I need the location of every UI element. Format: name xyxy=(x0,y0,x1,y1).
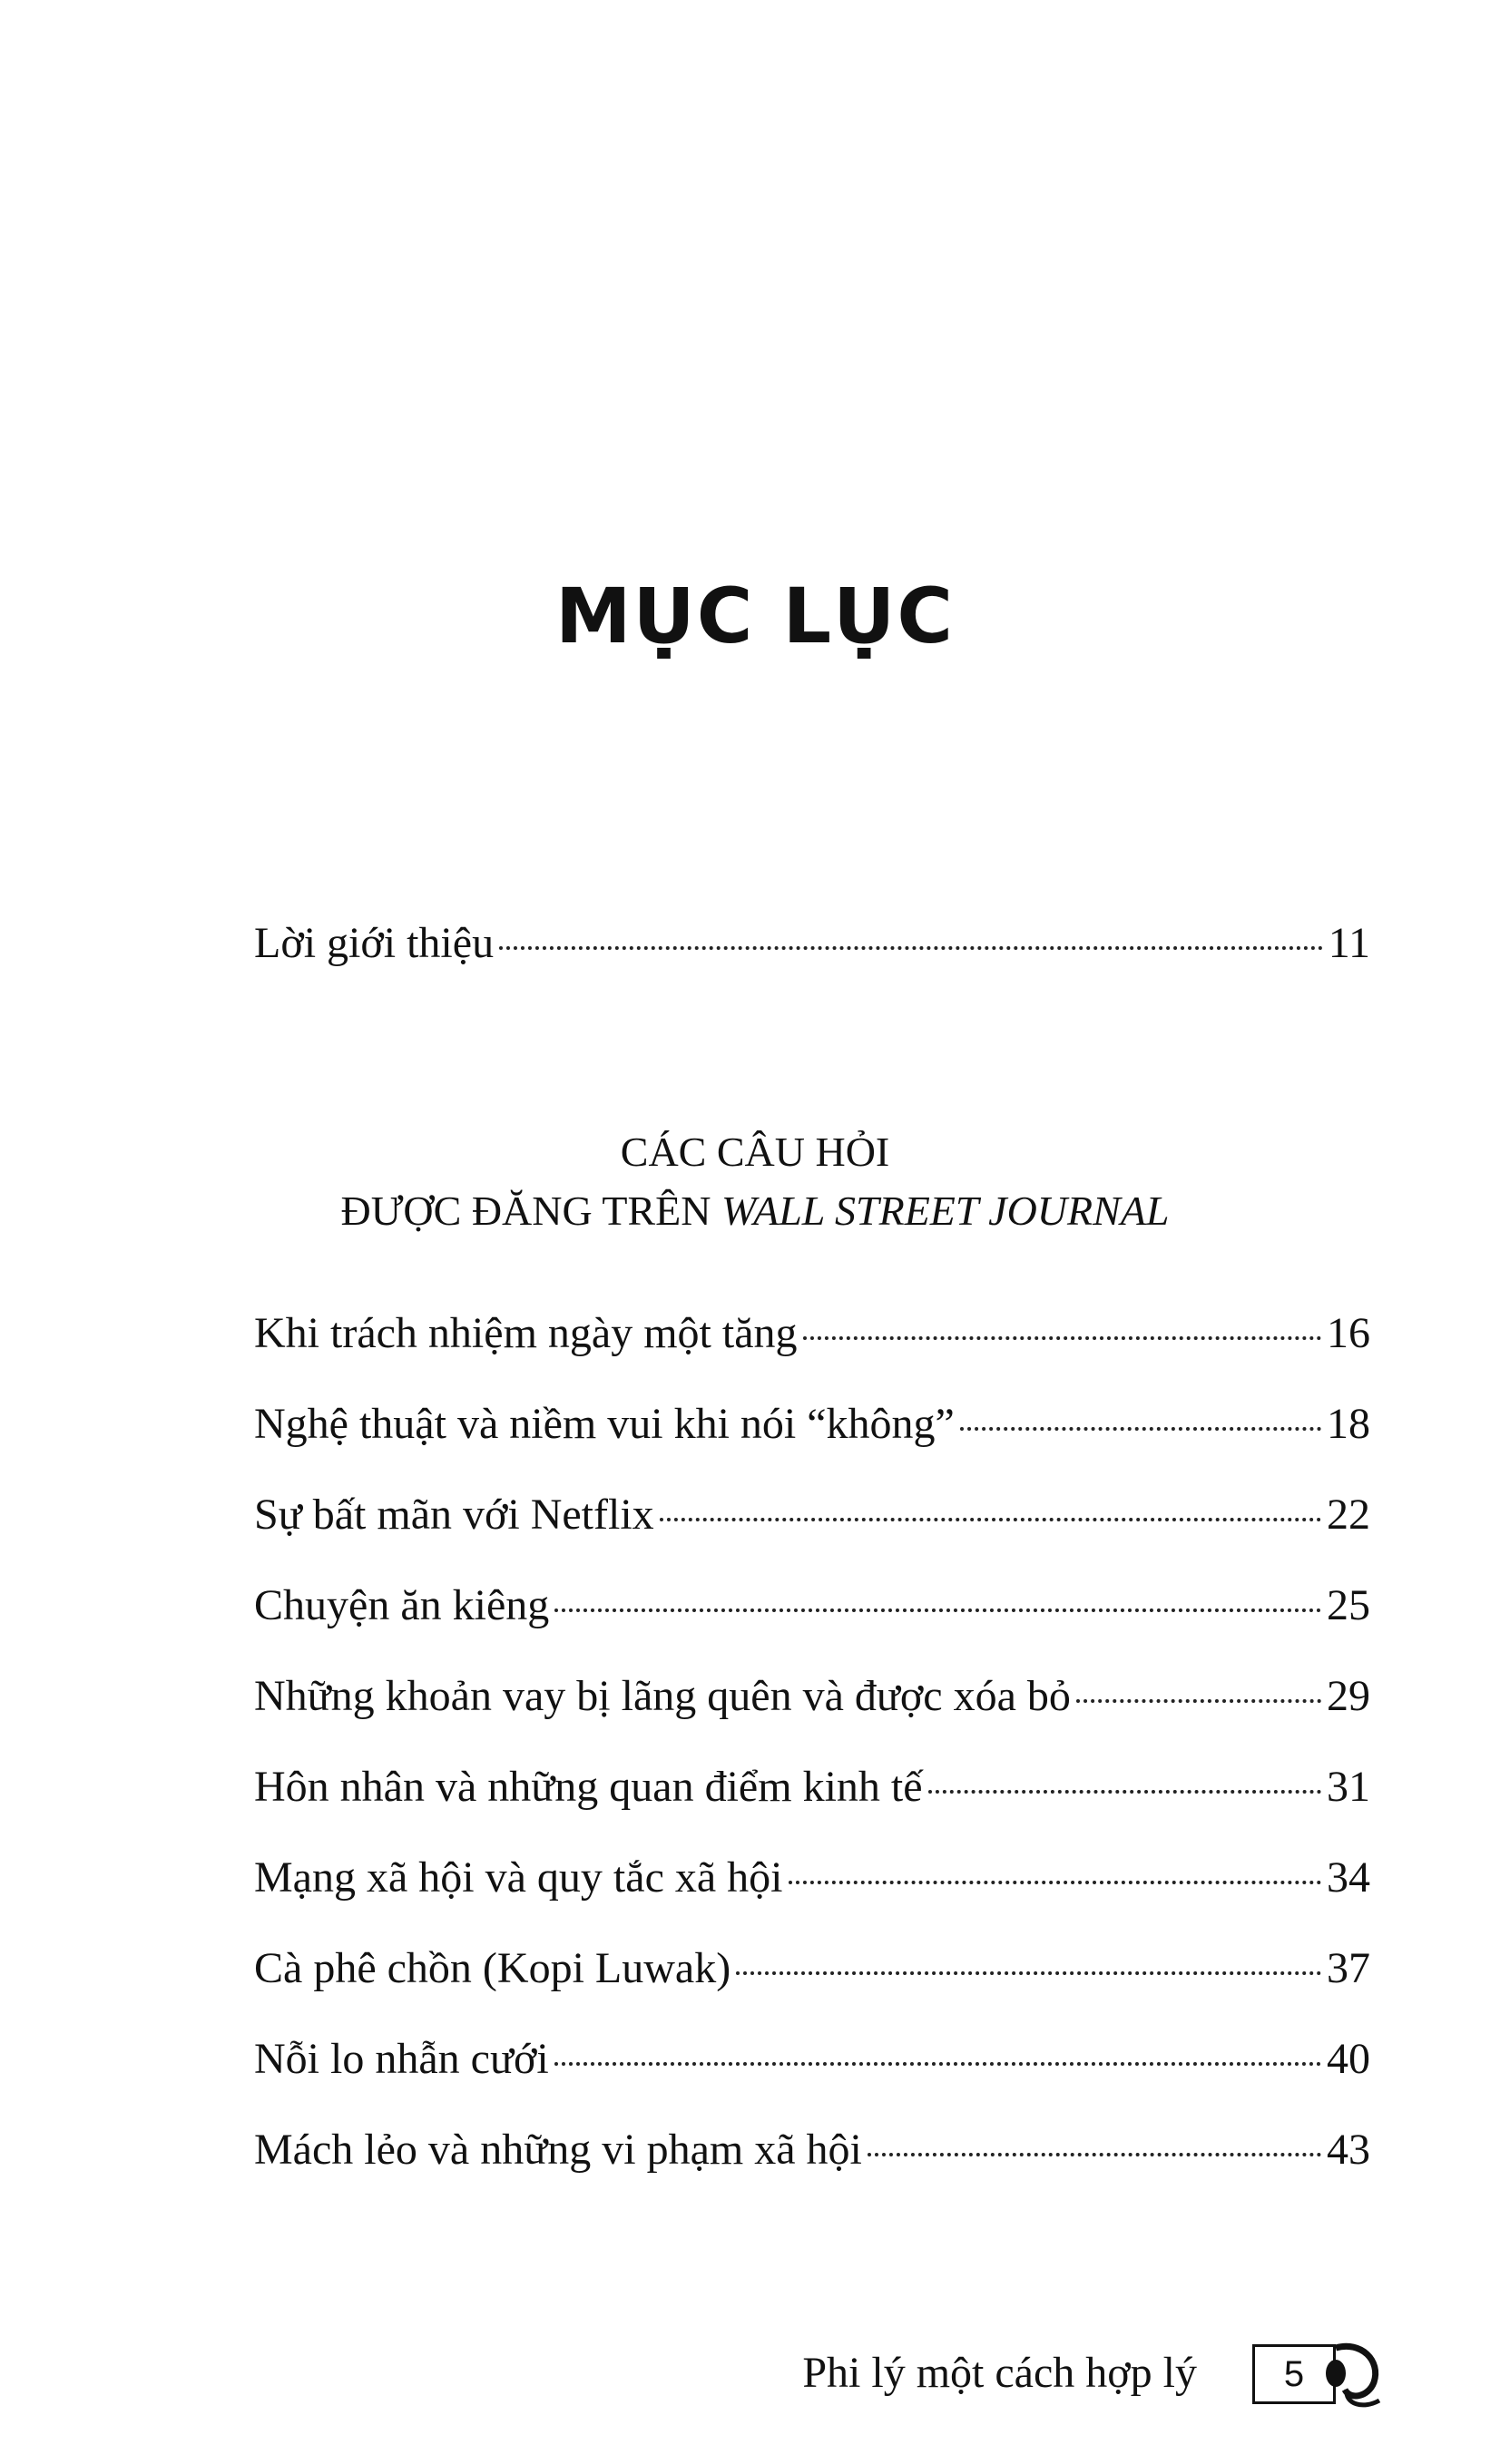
toc-entry-page: 34 xyxy=(1327,1853,1370,1902)
toc-entry-page: 29 xyxy=(1327,1672,1370,1720)
toc-entry-page: 40 xyxy=(1327,2035,1370,2083)
toc-entry-label: Cà phê chồn (Kopi Luwak) xyxy=(254,1944,731,1992)
page-footer xyxy=(0,2341,1510,2413)
dot-leader xyxy=(803,1336,1321,1340)
dot-leader xyxy=(554,2062,1321,2066)
toc-entry-page: 31 xyxy=(1327,1763,1370,1811)
toc-entry-label: Hôn nhân và những quan điểm kinh tế xyxy=(254,1763,923,1811)
dot-leader xyxy=(1076,1699,1321,1703)
footer-book-title: Phi lý một cách hợp lý xyxy=(802,2349,1197,2397)
toc-entry-label: Mách lẻo và những vi phạm xã hội xyxy=(254,2126,862,2174)
dot-leader xyxy=(789,1881,1321,1884)
section-heading-italic: WALL STREET JOURNAL xyxy=(721,1188,1170,1234)
toc-entry-label: Mạng xã hội và quy tắc xã hội xyxy=(254,1853,783,1902)
toc-entry-row xyxy=(254,1669,1370,1724)
toc-entry-row xyxy=(254,1488,1370,1542)
toc-entry-label: Lời giới thiệu xyxy=(254,919,495,967)
swirl-ornament-icon xyxy=(1323,2341,1387,2413)
toc-entry-row xyxy=(254,1760,1370,1814)
dot-leader xyxy=(736,1971,1321,1975)
toc-entry-page: 18 xyxy=(1327,1400,1370,1448)
dot-leader xyxy=(660,1518,1321,1521)
toc-entry-row xyxy=(254,1397,1370,1452)
dot-leader xyxy=(868,2153,1321,2156)
toc-entry-label: Nỗi lo nhẫn cưới xyxy=(254,2035,549,2083)
section-heading-line-1: CÁC CÂU HỎI xyxy=(620,1129,890,1175)
toc-entry-page: 43 xyxy=(1327,2126,1370,2174)
toc-entry-label: Sự bất mãn với Netflix xyxy=(254,1491,654,1539)
toc-entry-row xyxy=(254,2123,1370,2177)
page-number-box: 5 xyxy=(1252,2344,1336,2404)
page-title: MỤC LỤC xyxy=(554,572,956,660)
toc-entry-label: Nghệ thuật và niềm vui khi nói “không” xyxy=(254,1400,955,1448)
dot-leader xyxy=(499,946,1323,950)
toc-entry-row xyxy=(254,1579,1370,1633)
toc-entry-label: Khi trách nhiệm ngày một tăng xyxy=(254,1309,798,1357)
toc-entry-page: 37 xyxy=(1327,1944,1370,1992)
toc-entry-page: 16 xyxy=(1327,1309,1370,1357)
toc-entry-page: 25 xyxy=(1327,1581,1370,1629)
dot-leader xyxy=(928,1790,1321,1794)
section-heading-prefix: ĐƯỢC ĐĂNG TRÊN xyxy=(340,1188,721,1234)
dot-leader xyxy=(554,1608,1321,1612)
toc-intro-row xyxy=(254,916,1370,971)
toc-entry-row xyxy=(254,2032,1370,2087)
section-heading-line-2 xyxy=(0,1184,1510,1238)
toc-entry-label: Chuyện ăn kiêng xyxy=(254,1581,550,1629)
toc-entry-row xyxy=(254,1941,1370,1996)
toc-entry-row xyxy=(254,1851,1370,1905)
toc-entry-row xyxy=(254,1306,1370,1361)
dot-leader xyxy=(960,1427,1321,1431)
toc-entry-label: Những khoản vay bị lãng quên và được xóa bỏ xyxy=(254,1672,1071,1720)
toc-entry-page: 11 xyxy=(1328,919,1370,967)
toc-entry-page: 22 xyxy=(1327,1491,1370,1539)
